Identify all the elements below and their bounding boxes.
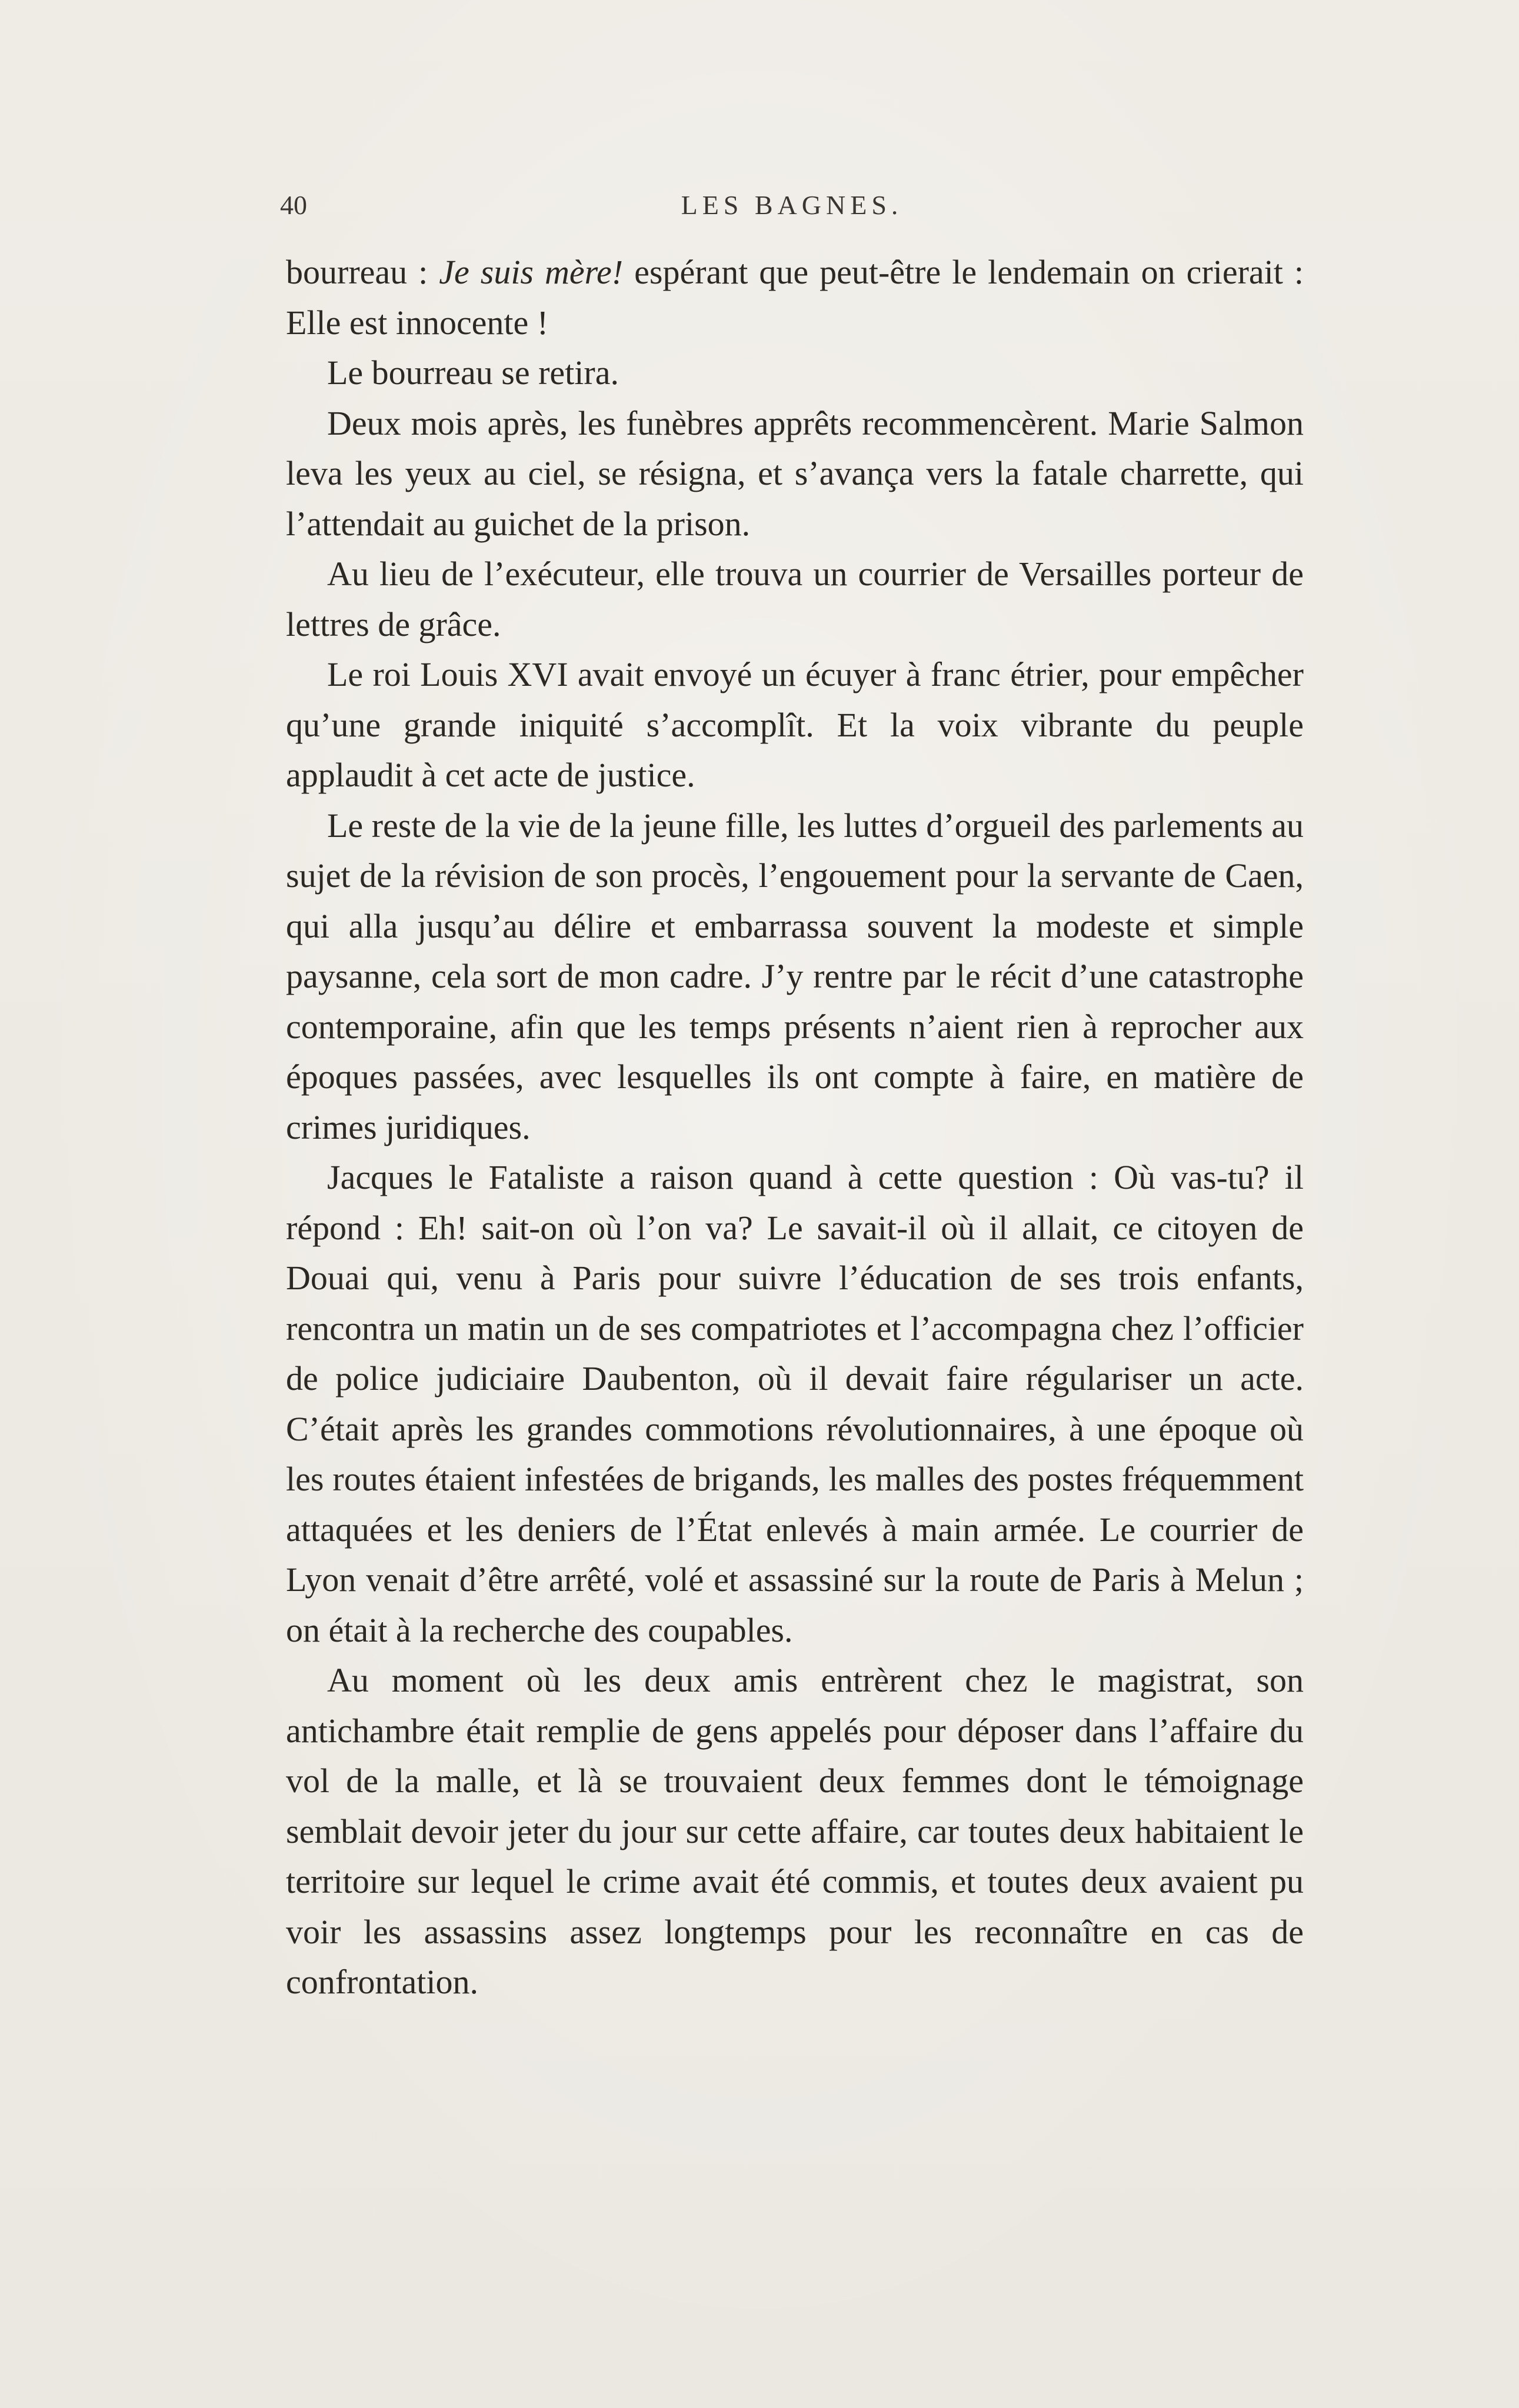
text-run: Au lieu de l’exécuteur, elle trouva un courrier de Versailles porteur de lettres de grâce. (286, 555, 1304, 643)
paragraph (286, 1655, 1304, 2007)
text-run: bourreau : (286, 253, 439, 291)
text-run: Au moment où les deux amis entrèrent chez le magistrat, son antichambre était remplie de gens appelés pour déposer dans l’affaire du vol de la malle, et là se trouvaient deux femmes dont le témoignage semblait devoir jeter du jour sur cette affaire, car toutes deux habitaient le territoire sur lequel le crime avait été commis, et toutes deux avaient pu voir les assassins assez longtemps pour les reconnaître en cas de confrontation. (286, 1661, 1304, 2001)
body-text (286, 247, 1304, 2007)
paragraph (286, 398, 1304, 549)
paragraph (286, 1152, 1304, 1655)
text-run: Jacques le Fataliste a raison quand à cette question : Où vas-tu? il répond : Eh! sait-on où l’on va? Le savait-il où il allait, ce citoyen de Douai qui, venu à Paris pour suivre l’éducation de ses trois enfants, rencontra un matin un de ses compatriotes et l’accompagna chez l’officier de police judiciaire Daubenton, où il devait faire régulariser un acte. C’était après les grandes commotions révolutionnaires, à une époque où les routes étaient infestées de brigands, les malles des postes fréquemment attaquées et les deniers de l’État enlevés à main armée. Le courrier de Lyon venait d’être arrêté, volé et assassiné sur la route de Paris à Melun ; on était à la recherche des coupables. (286, 1158, 1304, 1649)
paragraph (286, 247, 1304, 348)
paragraph (286, 348, 1304, 398)
running-title: LES BAGNES. (681, 190, 903, 220)
page-header (280, 189, 1304, 225)
text-run: espérant que peut-être le lendemain on crierait : Elle est innocente ! (286, 253, 1304, 342)
text-run: Le reste de la vie de la jeune fille, les luttes d’orgueil des parlements au sujet de la révision de son procès, l’engouement pour la servante de Caen, qui alla jusqu’au délire et embarrassa souvent la modeste et simple paysanne, cela sort de mon cadre. J’y rentre par le récit d’une catastrophe contemporaine, afin que les temps présents n’aient rien à reprocher aux époques passées, avec lesquelles ils ont compte à faire, en matière de crimes juridiques. (286, 806, 1304, 1146)
text-run: Le roi Louis XVI avait envoyé un écuyer à franc étrier, pour empêcher qu’une grande iniquité s’accomplît. Et la voix vibrante du peuple applaudit à cet acte de justice. (286, 655, 1304, 794)
paragraph (286, 801, 1304, 1153)
paragraph (286, 549, 1304, 649)
page-number: 40 (280, 190, 307, 220)
italic-text-run: Je suis mère! (439, 253, 624, 291)
text-run: Le bourreau se retira. (327, 353, 619, 392)
paragraph (286, 649, 1304, 801)
text-run: Deux mois après, les funèbres apprêts recommencèrent. Marie Salmon leva les yeux au ciel, se résigna, et s’avança vers la fatale charrette, qui l’attendait au guichet de la prison. (286, 403, 1304, 543)
